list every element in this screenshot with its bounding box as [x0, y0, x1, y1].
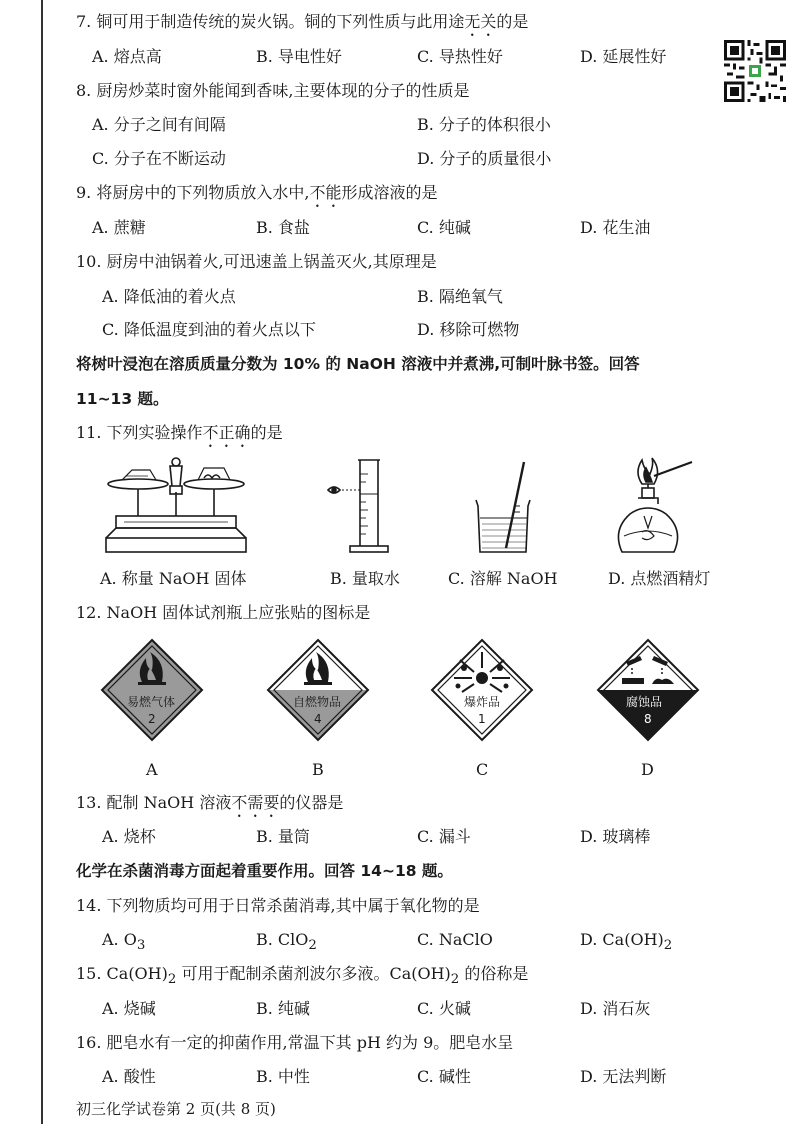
q10-option-c: C. 降低温度到油的着火点以下	[102, 320, 316, 339]
q9-option-c: C. 纯碱	[417, 218, 471, 237]
sign-d-label: 腐蚀品	[626, 695, 663, 709]
sign-b-letter: B	[312, 760, 324, 779]
q9-option-d: D. 花生油	[580, 218, 651, 237]
page-footer: 初三化学试卷第 2 页(共 8 页)	[76, 1100, 276, 1118]
q14-option-b: B. ClO$_2$	[256, 930, 317, 954]
q10-stem: 10. 厨房中油锅着火,可迅速盖上锅盖灭火,其原理是	[76, 252, 437, 271]
q13-emphasis: 不需要	[231, 793, 280, 812]
q14-option-c: C. NaClO	[417, 930, 493, 949]
q14-option-d: D. $Ca(OH)_2$	[580, 930, 673, 954]
q9-option-a: A. 蔗糖	[92, 218, 146, 237]
sign-d-number: 8	[644, 712, 652, 726]
q13-option-b: B. 量筒	[256, 827, 310, 846]
q16-option-c: C. 碱性	[417, 1067, 471, 1086]
q7-option-c: C. 导热性好	[417, 47, 503, 66]
q10-option-d: D. 移除可燃物	[417, 320, 520, 339]
q8-option-c: C. 分子在不断运动	[92, 149, 226, 168]
q7-stem: 7. 铜可用于制造传统的炭火锅。铜的下列性质与此用途无关的是	[76, 12, 529, 31]
explosive-sign-icon	[430, 638, 534, 742]
q11-caption-c: C. 溶解 NaOH	[448, 569, 558, 588]
q10-option-a: A. 降低油的着火点	[102, 287, 236, 306]
q8-stem: 8. 厨房炒菜时窗外能闻到香味,主要体现的分子的性质是	[76, 81, 470, 100]
graduated-cylinder-icon	[322, 456, 392, 558]
sign-c-number: 1	[478, 712, 486, 726]
balance-scale-icon	[98, 452, 254, 558]
sign-b-number: 4	[314, 712, 322, 726]
sign-c-letter: C	[476, 760, 489, 779]
q13-option-a: A. 烧杯	[102, 827, 156, 846]
q13-option-d: D. 玻璃棒	[580, 827, 651, 846]
sign-a-number: 2	[148, 712, 156, 726]
q9-option-b: B. 食盐	[256, 218, 310, 237]
spontaneous-combustion-sign-icon	[266, 638, 370, 742]
q8-option-a: A. 分子之间有间隔	[92, 115, 226, 134]
passage-2-line: 化学在杀菌消毒方面起着重要作用。回答 14~18 题。	[76, 862, 453, 880]
q13-option-c: C. 漏斗	[417, 827, 471, 846]
q16-stem: 16. 肥皂水有一定的抑菌作用,常温下其 pH 约为 9。肥皂水呈	[76, 1033, 514, 1052]
sign-a-letter: A	[146, 760, 158, 779]
q15-stem: 15. $Ca(OH)_2$ 可用于配制杀菌剂波尔多液。$Ca(OH)_2$ 的俗称是	[76, 964, 529, 988]
passage-1-line-1: 将树叶浸泡在溶质质量分数为 10% 的 NaOH 溶液中并煮沸,可制叶脉书签。回答	[76, 355, 640, 373]
q9-emphasis: 不能	[309, 183, 342, 202]
q16-option-a: A. 酸性	[102, 1067, 156, 1086]
q7-emphasis: 无关	[464, 12, 497, 31]
q15-option-b: B. 纯碱	[256, 999, 310, 1018]
q8-option-b: B. 分子的体积很小	[417, 115, 551, 134]
q15-option-c: C. 火碱	[417, 999, 471, 1018]
q9-stem: 9. 将厨房中的下列物质放入水中,不能形成溶液的是	[76, 183, 438, 202]
alcohol-lamp-icon	[608, 456, 694, 558]
q11-caption-a: A. 称量 NaOH 固体	[100, 569, 247, 588]
q13-stem: 13. 配制 NaOH 溶液不需要的仪器是	[76, 793, 344, 812]
sign-d-letter: D	[641, 760, 654, 779]
q15-option-d: D. 消石灰	[580, 999, 651, 1018]
q16-option-d: D. 无法判断	[580, 1067, 667, 1086]
passage-1-line-2: 11~13 题。	[76, 390, 169, 408]
q7-option-b: B. 导电性好	[256, 47, 342, 66]
q11-stem: 11. 下列实验操作不正确的是	[76, 423, 283, 442]
q11-caption-b: B. 量取水	[330, 569, 400, 588]
q14-stem: 14. 下列物质均可用于日常杀菌消毒,其中属于氧化物的是	[76, 896, 480, 915]
q8-option-d: D. 分子的质量很小	[417, 149, 552, 168]
q15-option-a: A. 烧碱	[102, 999, 156, 1018]
sign-b-label: 自燃物品	[293, 695, 342, 709]
flammable-gas-sign-icon	[100, 638, 204, 742]
q10-option-b: B. 隔绝氧气	[417, 287, 503, 306]
q12-stem: 12. NaOH 固体试剂瓶上应张贴的图标是	[76, 603, 371, 622]
beaker-stirring-icon	[470, 456, 540, 558]
q16-option-b: B. 中性	[256, 1067, 310, 1086]
q14-option-a: A. $O_3$	[102, 930, 146, 954]
q11-emphasis: 不正确	[202, 423, 251, 442]
sign-a-label: 易燃气体	[127, 695, 176, 709]
sign-c-label: 爆炸品	[464, 695, 501, 709]
q7-option-a: A. 熔点高	[92, 47, 162, 66]
binding-margin-line	[41, 0, 43, 1124]
qr-code-icon	[724, 40, 786, 102]
q7-option-d: D. 延展性好	[580, 47, 667, 66]
corrosive-sign-icon	[596, 638, 700, 742]
q11-caption-d: D. 点燃酒精灯	[608, 569, 711, 588]
